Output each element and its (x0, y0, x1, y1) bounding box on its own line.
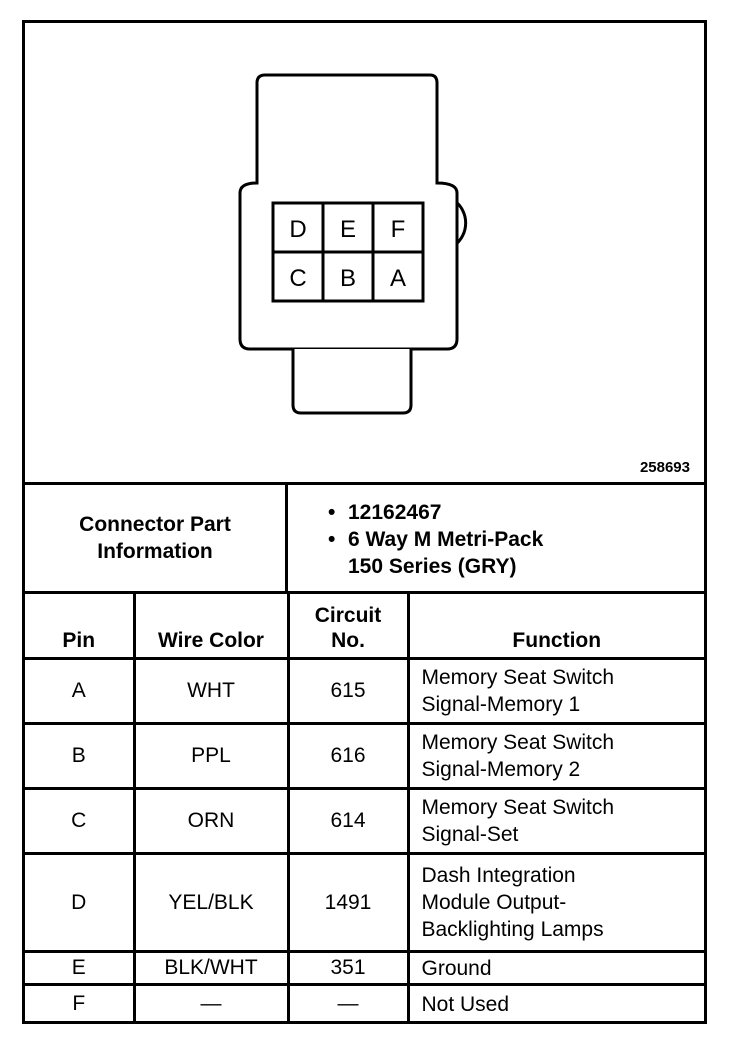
function-cell (408, 789, 704, 854)
table-row (25, 724, 704, 789)
wire-color-cell: WHT (134, 659, 288, 724)
figure-id: 258693 (639, 459, 690, 476)
pin-cell: E (25, 952, 134, 985)
pin-label-c: C (289, 265, 307, 292)
function-line: Dash Integration (421, 864, 576, 887)
circuit-cell: 614 (288, 789, 408, 854)
function-line: Memory Seat Switch (421, 731, 615, 754)
bullet-icon: • (328, 528, 336, 551)
bullet-icon: • (328, 501, 336, 524)
header-function: Function (408, 593, 704, 659)
circuit-cell: — (288, 985, 408, 1023)
circuit-cell: 615 (288, 659, 408, 724)
function-line: Signal-Set (421, 823, 519, 846)
connector-part-info (25, 482, 704, 591)
wire-color-cell: BLK/WHT (134, 952, 288, 985)
function-line: Not Used (421, 992, 510, 1016)
cavity-grid (273, 203, 423, 301)
function-line: Signal-Memory 2 (421, 758, 581, 781)
pin-label-a: A (389, 265, 407, 292)
table-row (25, 789, 704, 854)
part-desc-line1: 6 Way M Metri-Pack (348, 528, 544, 551)
part-number: 12162467 (348, 501, 442, 524)
table-row (25, 659, 704, 724)
pin-cell: F (25, 985, 134, 1023)
function-cell (408, 724, 704, 789)
pin-cell: C (25, 789, 134, 854)
wire-color-cell: PPL (134, 724, 288, 789)
function-line: Ground (421, 956, 492, 980)
function-cell (408, 985, 704, 1023)
function-cell (408, 952, 704, 985)
wire-color-cell: YEL/BLK (134, 854, 288, 952)
pin-label-b: B (339, 265, 357, 292)
part-info-label-line2: Information (97, 540, 213, 563)
connector-illustration (25, 23, 704, 482)
header-circuit-line2: No. (331, 629, 365, 652)
header-wire-color: Wire Color (134, 593, 288, 659)
pin-label-f: F (390, 216, 406, 243)
header-circuit (288, 593, 408, 659)
function-line: Signal-Memory 1 (421, 693, 581, 716)
table-row (25, 952, 704, 985)
part-desc-item-cont (328, 553, 704, 580)
function-cell (408, 854, 704, 952)
part-info-label (25, 485, 288, 591)
function-line: Backlighting Lamps (421, 918, 604, 941)
wire-color-cell: ORN (134, 789, 288, 854)
part-number-item (328, 499, 704, 526)
header-pin: Pin (25, 593, 134, 659)
connector-diagram-frame (22, 20, 707, 1024)
pin-cell: B (25, 724, 134, 789)
pin-label-e: E (339, 216, 357, 243)
pin-cell: D (25, 854, 134, 952)
circuit-cell: 616 (288, 724, 408, 789)
header-circuit-line1: Circuit (314, 604, 382, 627)
function-cell (408, 659, 704, 724)
table-row (25, 985, 704, 1023)
function-line: Memory Seat Switch (421, 796, 615, 819)
part-info-values (288, 485, 704, 591)
function-line: Module Output- (421, 891, 567, 914)
part-desc-item (328, 526, 704, 553)
pinout-table (25, 591, 704, 1023)
circuit-cell: 1491 (288, 854, 408, 952)
pin-label-d: D (289, 216, 307, 243)
pin-cell: A (25, 659, 134, 724)
table-row (25, 854, 704, 952)
function-line: Memory Seat Switch (421, 666, 615, 689)
wire-color-cell: — (134, 985, 288, 1023)
circuit-cell: 351 (288, 952, 408, 985)
connector-wire-exit (293, 349, 411, 413)
part-info-label-line1: Connector Part (79, 513, 231, 536)
part-desc-line2: 150 Series (GRY) (348, 555, 517, 578)
